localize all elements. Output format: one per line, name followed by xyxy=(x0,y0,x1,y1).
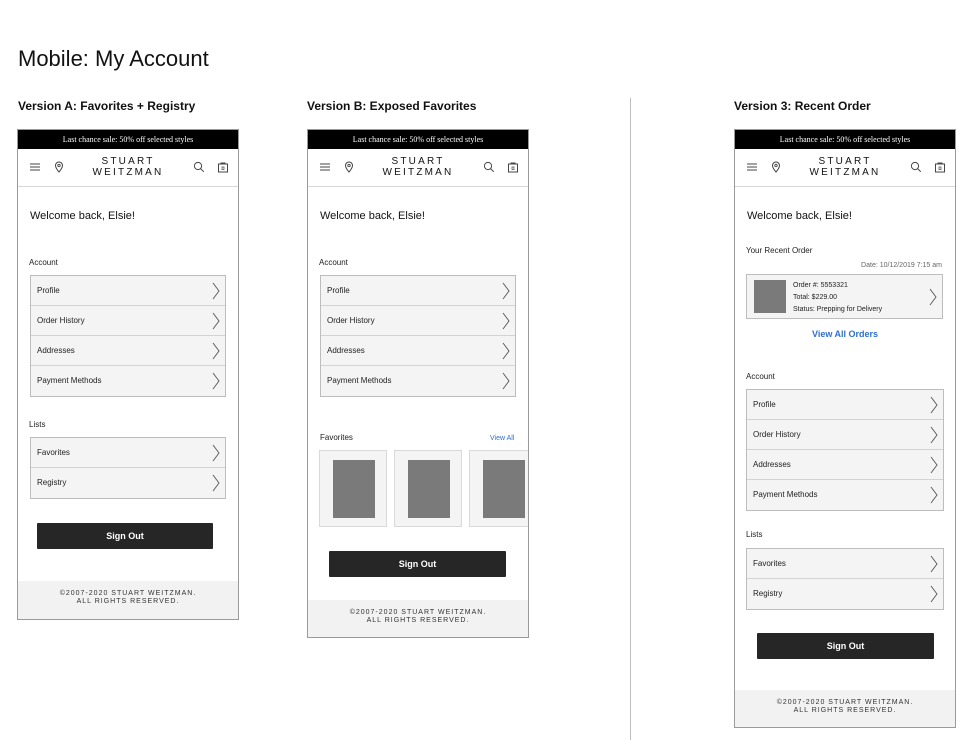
menu-item-order-history[interactable] xyxy=(31,306,225,336)
lists-menu xyxy=(30,437,226,499)
favorites-section-label: Favorites xyxy=(320,433,353,442)
footer-rights: ALL RIGHTS RESERVED. xyxy=(793,707,897,714)
version-b-title: Version B: Exposed Favorites xyxy=(307,99,477,113)
menu-item-registry[interactable] xyxy=(747,579,943,609)
brand-logo[interactable] xyxy=(18,156,238,178)
sign-out-button[interactable]: Sign Out xyxy=(37,523,213,549)
chevron-right-icon xyxy=(930,456,938,474)
logo-line2: WEITZMAN xyxy=(92,167,164,178)
account-section-label: Account xyxy=(319,258,348,267)
search-icon[interactable] xyxy=(193,161,205,173)
welcome-message: Welcome back, Elsie! xyxy=(747,210,852,222)
menu-item-order-history[interactable] xyxy=(321,306,515,336)
menu-item-label: Registry xyxy=(753,589,783,598)
promo-banner[interactable]: Last chance sale: 50% off selected styles xyxy=(308,130,528,149)
phone-version-b xyxy=(307,129,529,638)
recent-order-heading: Your Recent Order xyxy=(746,246,813,255)
chevron-right-icon xyxy=(930,396,938,414)
order-number: Order #: 5553321 xyxy=(793,282,848,289)
footer-copyright: ©2007-2020 STUART WEITZMAN. xyxy=(776,699,914,706)
site-header xyxy=(308,149,528,187)
site-footer xyxy=(18,581,238,619)
product-image-placeholder xyxy=(408,460,450,518)
menu-item-label: Order History xyxy=(753,430,801,439)
sign-out-button[interactable]: Sign Out xyxy=(757,633,934,659)
column-divider xyxy=(630,98,631,740)
brand-logo[interactable] xyxy=(308,156,528,178)
favorite-product-card[interactable] xyxy=(469,450,529,527)
menu-item-label: Profile xyxy=(37,286,60,295)
menu-item-label: Payment Methods xyxy=(327,376,392,385)
shopping-bag-icon[interactable] xyxy=(934,161,946,173)
menu-item-payment-methods[interactable] xyxy=(747,480,943,510)
menu-item-label: Payment Methods xyxy=(753,490,818,499)
menu-item-label: Order History xyxy=(37,316,85,325)
site-header xyxy=(735,149,955,187)
logo-line2: WEITZMAN xyxy=(382,167,454,178)
sign-out-button[interactable]: Sign Out xyxy=(329,551,506,577)
menu-item-addresses[interactable] xyxy=(747,450,943,480)
menu-item-label: Registry xyxy=(37,478,67,487)
menu-item-addresses[interactable] xyxy=(321,336,515,366)
account-menu xyxy=(746,389,944,511)
chevron-right-icon xyxy=(502,342,510,360)
menu-item-label: Addresses xyxy=(327,346,365,355)
search-icon[interactable] xyxy=(483,161,495,173)
chevron-right-icon xyxy=(212,444,220,462)
logo-line1: STUART xyxy=(101,156,155,167)
menu-item-addresses[interactable] xyxy=(31,336,225,366)
order-date: Date: 10/12/2019 7:15 am xyxy=(861,262,942,269)
welcome-message: Welcome back, Elsie! xyxy=(30,210,135,222)
menu-item-profile[interactable] xyxy=(321,276,515,306)
phone-version-a xyxy=(17,129,239,620)
chevron-right-icon xyxy=(502,372,510,390)
view-all-favorites-link[interactable]: View All xyxy=(490,435,515,442)
chevron-right-icon xyxy=(212,474,220,492)
site-footer xyxy=(308,600,528,637)
menu-item-label: Favorites xyxy=(37,448,70,457)
promo-banner[interactable]: Last chance sale: 50% off selected styles xyxy=(735,130,955,149)
chevron-right-icon xyxy=(212,282,220,300)
lists-menu xyxy=(746,548,944,610)
footer-rights: ALL RIGHTS RESERVED. xyxy=(366,617,470,624)
chevron-right-icon xyxy=(930,585,938,603)
chevron-right-icon xyxy=(212,372,220,390)
site-header xyxy=(18,149,238,187)
menu-item-order-history[interactable] xyxy=(747,420,943,450)
recent-order-card[interactable] xyxy=(746,274,943,319)
menu-item-profile[interactable] xyxy=(747,390,943,420)
account-menu xyxy=(320,275,516,397)
shopping-bag-icon[interactable] xyxy=(507,161,519,173)
menu-item-profile[interactable] xyxy=(31,276,225,306)
shopping-bag-icon[interactable] xyxy=(217,161,229,173)
order-total: Total: $229.00 xyxy=(793,294,837,301)
menu-item-registry[interactable] xyxy=(31,468,225,498)
menu-item-label: Addresses xyxy=(37,346,75,355)
chevron-right-icon xyxy=(502,312,510,330)
menu-item-favorites[interactable] xyxy=(747,549,943,579)
page-title: Mobile: My Account xyxy=(18,46,209,71)
footer-rights: ALL RIGHTS RESERVED. xyxy=(76,598,180,605)
account-menu xyxy=(30,275,226,397)
account-section-label: Account xyxy=(29,258,58,267)
product-image-placeholder xyxy=(333,460,375,518)
menu-item-label: Profile xyxy=(753,400,776,409)
welcome-message: Welcome back, Elsie! xyxy=(320,210,425,222)
account-section-label: Account xyxy=(746,372,775,381)
chevron-right-icon xyxy=(930,555,938,573)
logo-line1: STUART xyxy=(391,156,445,167)
menu-item-favorites[interactable] xyxy=(31,438,225,468)
order-product-thumbnail xyxy=(754,280,786,313)
brand-logo[interactable] xyxy=(735,156,955,178)
search-icon[interactable] xyxy=(910,161,922,173)
menu-item-label: Addresses xyxy=(753,460,791,469)
promo-banner[interactable]: Last chance sale: 50% off selected styles xyxy=(18,130,238,149)
chevron-right-icon xyxy=(212,342,220,360)
menu-item-label: Payment Methods xyxy=(37,376,102,385)
chevron-right-icon xyxy=(212,312,220,330)
chevron-right-icon xyxy=(502,282,510,300)
logo-line2: WEITZMAN xyxy=(809,167,881,178)
menu-item-payment-methods[interactable] xyxy=(321,366,515,396)
logo-line1: STUART xyxy=(818,156,872,167)
product-image-placeholder xyxy=(483,460,525,518)
favorite-product-card[interactable] xyxy=(319,450,387,527)
chevron-right-icon xyxy=(929,288,937,306)
lists-section-label: Lists xyxy=(746,530,763,539)
chevron-right-icon xyxy=(930,426,938,444)
menu-item-label: Order History xyxy=(327,316,375,325)
menu-item-label: Profile xyxy=(327,286,350,295)
chevron-right-icon xyxy=(930,486,938,504)
version-a-title: Version A: Favorites + Registry xyxy=(18,99,196,113)
menu-item-payment-methods[interactable] xyxy=(31,366,225,396)
menu-item-label: Favorites xyxy=(753,559,786,568)
view-all-orders-link[interactable]: View All Orders xyxy=(811,329,879,339)
order-status: Status: Prepping for Delivery xyxy=(793,306,883,313)
lists-section-label: Lists xyxy=(29,420,46,429)
site-footer xyxy=(735,690,955,727)
favorite-product-card[interactable] xyxy=(394,450,462,527)
footer-copyright: ©2007-2020 STUART WEITZMAN. xyxy=(349,609,487,616)
version-3-title: Version 3: Recent Order xyxy=(734,99,871,113)
footer-copyright: ©2007-2020 STUART WEITZMAN. xyxy=(59,590,197,597)
phone-version-3 xyxy=(734,129,956,728)
